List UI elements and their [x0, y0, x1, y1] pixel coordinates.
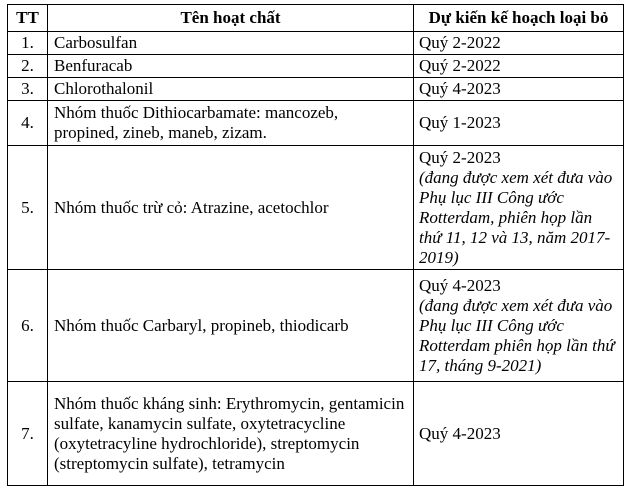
plan-quarter: Quý 2-2022: [419, 33, 501, 52]
substance-name-cell: Nhóm thuốc Carbaryl, propineb, thiodicarb: [48, 270, 414, 382]
plan-quarter: Quý 2-2022: [419, 56, 501, 75]
table-row: [8, 146, 624, 270]
header-substance-name: Tên hoạt chất: [48, 5, 414, 32]
table-row: [8, 32, 624, 55]
row-number-cell: 1.: [8, 32, 48, 55]
substance-name-cell: Chlorothalonil: [48, 78, 414, 101]
substance-name-cell: Carbosulfan: [48, 32, 414, 55]
plan-note: (đang được xem xét đưa vào Phụ lục III Công ước Rotterdam, phiên họp lần thứ 11, 12 và 13, năm 2017-2019): [419, 167, 613, 267]
table-body: [8, 32, 624, 486]
row-number-cell: 6.: [8, 270, 48, 382]
plan-quarter: Quý 4-2023: [419, 275, 501, 295]
row-number-cell: 5.: [8, 146, 48, 270]
phase-out-plan-cell: [414, 270, 624, 382]
table-row: [8, 270, 624, 382]
plan-quarter: Quý 4-2023: [419, 423, 501, 443]
plan-note: (đang được xem xét đưa vào Phụ lục III Công ước Rotterdam phiên họp lần thứ 17, tháng 9-2021): [419, 295, 615, 375]
row-number-cell: 2.: [8, 55, 48, 78]
plan-quarter: Quý 1-2023: [419, 113, 501, 132]
header-phase-out-plan: Dự kiến kế hoạch loại bỏ: [414, 5, 624, 32]
row-number-cell: 4.: [8, 101, 48, 146]
table-row: [8, 55, 624, 78]
plan-quarter: Quý 4-2023: [419, 79, 501, 98]
table-row: [8, 382, 624, 486]
phase-out-table: [7, 4, 624, 486]
phase-out-plan-cell: [414, 78, 624, 101]
substance-name-cell: Nhóm thuốc Dithiocarbamate: mancozeb, propined, zineb, maneb, zizam.: [48, 101, 414, 146]
phase-out-plan-cell: [414, 101, 624, 146]
row-number-cell: 3.: [8, 78, 48, 101]
table-header-row: [8, 5, 624, 32]
substance-name-cell: Nhóm thuốc trừ cỏ: Atrazine, acetochlor: [48, 146, 414, 270]
substance-name-cell: Benfuracab: [48, 55, 414, 78]
phase-out-plan-cell: [414, 55, 624, 78]
phase-out-plan-cell: [414, 146, 624, 270]
table-row: [8, 101, 624, 146]
phase-out-plan-cell: [414, 32, 624, 55]
phase-out-plan-cell: [414, 382, 624, 486]
header-tt: TT: [8, 5, 48, 32]
substance-name-cell: Nhóm thuốc kháng sinh: Erythromycin, gentamicin sulfate, kanamycin sulfate, oxytetracycline (oxytetracyline hydrochloride), streptomycin (streptomycin sulfate), tetramycin: [48, 382, 414, 486]
row-number-cell: 7.: [8, 382, 48, 486]
table-row: [8, 78, 624, 101]
plan-quarter: Quý 2-2023: [419, 147, 501, 167]
